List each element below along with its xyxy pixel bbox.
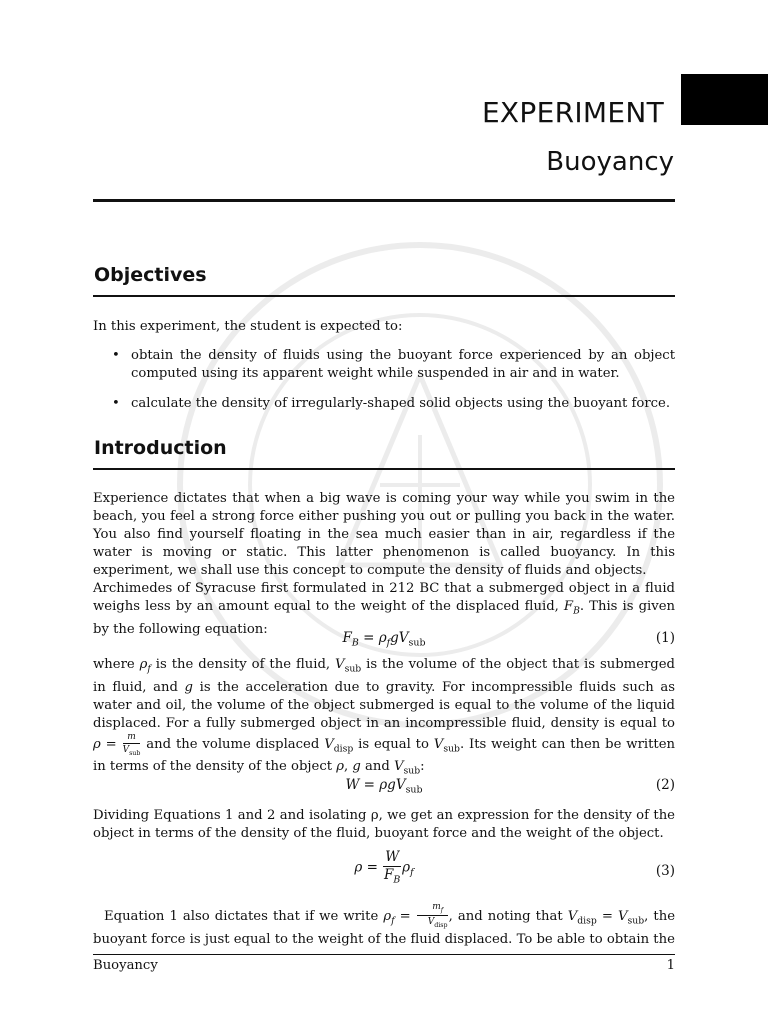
page-number: 1: [666, 958, 675, 973]
intro-paragraph-3: Dividing Equations 1 and 2 and isolating ρ, we get an expression for the density of the object in terms of the density of the fluid, buoyant force and the weight of the object.: [93, 808, 675, 841]
experiment-title: Buoyancy: [546, 147, 674, 177]
objective-text: calculate the density of irregularly-shaped solid objects using the buoyant force.: [131, 396, 671, 411]
intro-paragraph-1: Experience dictates that when a big wave is coming your way while you swim in the beach, you feel a strong force either pushing you out or pulling you back in the water. You also find yourself floating in the sea much easier than in air, regardless if the water is moving or static. This latter phenomenon is called buoyancy. In this experiment, we shall use this concept to compute the density of fluids and objects. Archimedes of Syracuse first formulated in 212 BC that a submerged object in a fluid weighs less by an amount equal to the weight of the displaced fluid, $F_B$. This is given by the following equation:: [93, 491, 676, 637]
objective-text: obtain the density of fluids using the buoyant force experienced by an object computed using its apparent weight while suspended in air and in water.: [131, 348, 675, 381]
objective-item: [112, 347, 675, 383]
intro-paragraph-2: where $\rho_f$ is the density of the fluid, $V_{sub}$ is the volume of the object that is submerged in fluid, and g is the acceleration due to gravity. For incompressible fluids such as water and oil, the volume of the object submerged is equal to the volume of the liquid displaced. For a fully submerged object in an incompressible fluid, density is equal to ρ = $\frac{m}{V_{sub}}$ and the volume displaced $V_{disp}$ is equal to $V_{sub}$. Its weight can then be written in terms of the density of the object ρ, g and $V_{sub}$:: [93, 657, 676, 777]
introduction-heading: Introduction: [94, 437, 227, 459]
equation-2: W = ρgV$_{sub}$ (2): [345, 777, 675, 796]
chapter-tab-block: [681, 74, 768, 125]
header-rule: [93, 199, 675, 202]
bullet-dot: •: [112, 348, 120, 363]
footer-rule: [93, 954, 675, 955]
equation-number: (2): [655, 777, 675, 793]
footer-title: Buoyancy: [93, 958, 158, 973]
introduction-rule: [93, 468, 675, 470]
intro-paragraph-4: Equation 1 also dictates that if we write $\rho_f$ = $\frac{m_f}{V_{disp}}$ , and noting that $V_{disp} = V_{sub}$, the buoyant force is just equal to the weight of the fluid displaced. To be able to obtain the: [93, 902, 675, 947]
equation-number: (3): [655, 863, 675, 879]
objectives-rule: [93, 295, 675, 297]
objectives-heading: Objectives: [94, 264, 207, 286]
equation-3: ρ = $\frac{W}{F_B}$ $\rho_f$ (3): [354, 849, 675, 886]
equation-1: $F_B = \rho_fgV_{sub}$ (1): [342, 630, 675, 649]
equation-number: (1): [655, 630, 675, 646]
objectives-intro: In this experiment, the student is expected to:: [93, 319, 403, 334]
experiment-label: EXPERIMENT: [481, 96, 664, 129]
objective-item: [112, 395, 675, 413]
bullet-dot: •: [112, 396, 120, 411]
